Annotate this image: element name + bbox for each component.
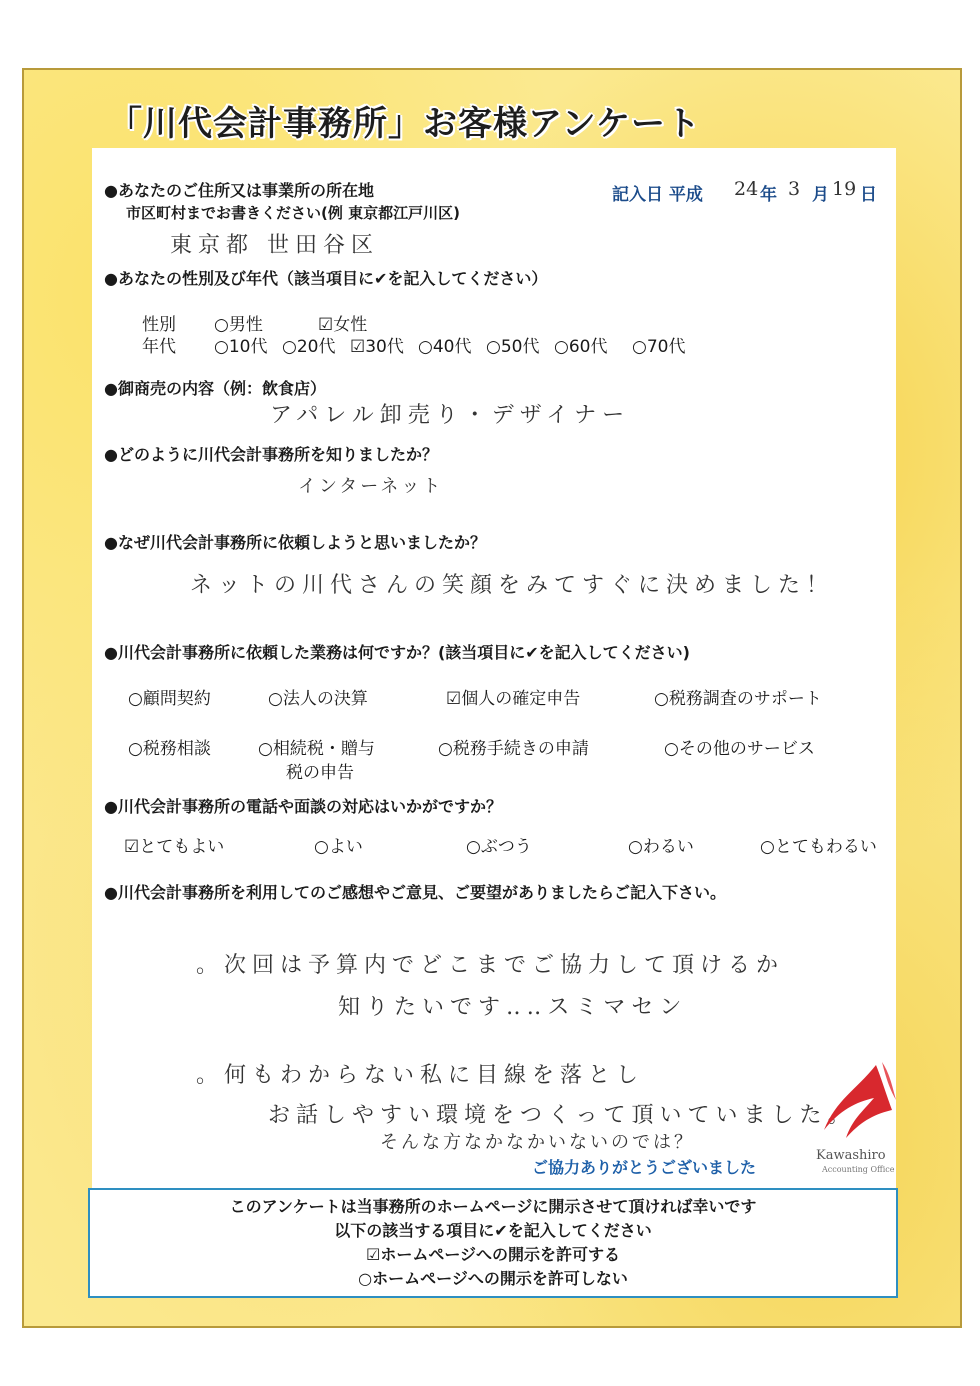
question-why: ●なぜ川代会計事務所に依頼しようと思いましたか？ <box>104 533 486 552</box>
age-label: 年代 <box>142 337 176 357</box>
date-year: 24 <box>734 178 759 200</box>
notice-line-1: このアンケートは当事務所のホームページに開示させて頂ければ幸いです <box>229 1197 757 1216</box>
answer-why: ネットの川代さんの笑顔をみてすぐに決めました！ <box>190 573 835 598</box>
address-note: 市区町村までお書きください(例 東京都江戸川区) <box>126 204 460 222</box>
service-option-consult: ○税務相談 <box>128 739 211 759</box>
response-very-bad: ○とてもわるい <box>760 837 877 857</box>
response-very-good: ☑とてもよい <box>124 837 225 857</box>
date-day: 19 <box>832 178 857 200</box>
age-option-50s: ○50代 <box>486 337 540 357</box>
age-option-10s: ○10代 <box>214 337 268 357</box>
logo-subtitle: Accounting Office <box>822 1165 895 1174</box>
question-comment: ●川代会計事務所を利用してのご感想やご意見、ご要望がありましたらご記入下さい。 <box>104 883 726 902</box>
response-average: ○ぶつう <box>466 837 532 857</box>
question-service: ●川代会計事務所に依頼した業務は何ですか？(該当項目に✔を記入してください) <box>104 643 690 662</box>
service-option-audit-support: ○税務調査のサポート <box>654 689 822 709</box>
age-option-20s: ○20代 <box>282 337 336 357</box>
date-year-unit: 年 <box>760 185 777 205</box>
question-response: ●川代会計事務所の電話や面談の対応はいかがですか？ <box>104 797 502 816</box>
date-prefix: 記入日 平成 <box>612 185 703 205</box>
notice-deny-option: ○ホームページへの開示を許可しない <box>358 1269 628 1288</box>
logo-name: Kawashiro <box>816 1148 886 1163</box>
question-address: ●あなたのご住所又は事業所の所在地 <box>104 181 374 200</box>
response-bad: ○わるい <box>628 837 694 857</box>
service-option-inheritance-2: 税の申告 <box>286 763 354 783</box>
date-month-unit: 月 <box>812 185 829 205</box>
date-month: 3 <box>788 178 801 200</box>
comment-line-4: お話しやすい環境をつくって頂いていました。 <box>268 1103 856 1128</box>
age-option-40s: ○40代 <box>418 337 472 357</box>
answer-business: アパレル卸売り・デザイナー <box>270 403 631 428</box>
service-option-personal-tax: ☑個人の確定申告 <box>446 689 581 709</box>
age-option-70s: ○70代 <box>632 337 686 357</box>
question-gender-age: ●あなたの性別及び年代（該当項目に✔を記入してください） <box>104 269 548 288</box>
gender-option-male: ○男性 <box>214 315 263 335</box>
service-option-procedure: ○税務手続きの申請 <box>438 739 589 759</box>
comment-line-5: そんな方なかなかいないのでは？ <box>380 1132 695 1153</box>
response-good: ○よい <box>314 837 363 857</box>
comment-line-1: 。次回は予算内でどこまでご協力して頂けるか <box>196 953 785 978</box>
service-option-advisory: ○顧問契約 <box>128 689 211 709</box>
question-business: ●御商売の内容（例：飲食店） <box>104 379 326 398</box>
comment-line-3: 。何もわからない私に目線を落とし <box>196 1063 645 1088</box>
notice-line-2: 以下の該当する項目に✔を記入してください <box>334 1221 652 1240</box>
question-how-found: ●どのように川代会計事務所を知りましたか？ <box>104 445 438 464</box>
service-option-inheritance: ○相続税・贈与 <box>258 739 375 759</box>
gender-option-female: ☑女性 <box>318 315 368 335</box>
gender-label: 性別 <box>142 315 176 335</box>
disclosure-notice <box>88 1188 898 1298</box>
answer-address: 東京都 世田谷区 <box>170 233 379 258</box>
date-day-unit: 日 <box>860 185 877 205</box>
survey-title: 「川代会計事務所」お客様アンケート <box>108 104 701 144</box>
thanks-message: ご協力ありがとうございました <box>532 1158 757 1177</box>
service-option-corporate: ○法人の決算 <box>268 689 368 709</box>
notice-allow-option: ☑ホームページへの開示を許可する <box>365 1245 621 1264</box>
age-option-60s: ○60代 <box>554 337 608 357</box>
age-option-30s: ☑30代 <box>350 337 404 357</box>
service-option-other: ○その他のサービス <box>664 739 815 759</box>
survey-card <box>92 148 896 1188</box>
answer-how-found: インターネット <box>298 476 444 497</box>
comment-line-2: 知りたいです‥‥スミマセン <box>338 995 688 1020</box>
